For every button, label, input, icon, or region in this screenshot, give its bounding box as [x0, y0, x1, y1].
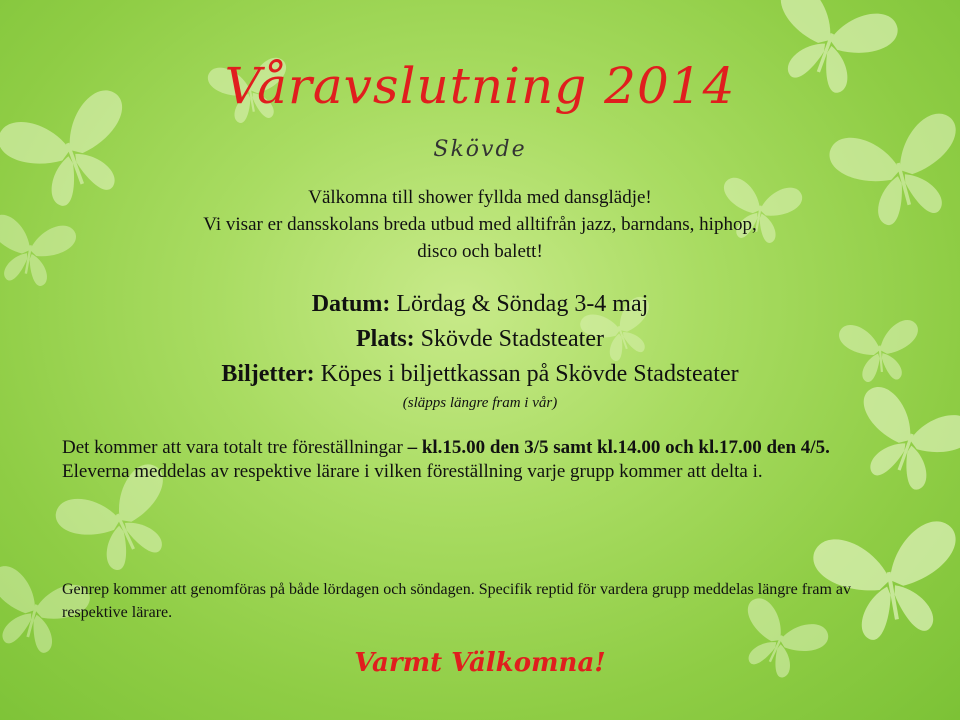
tickets-row	[60, 357, 900, 392]
intro-line: Välkomna till shower fyllda med dansglädje!	[308, 187, 652, 208]
slide-title: Våravslutning 2014	[224, 57, 736, 115]
intro-line: disco och balett!	[417, 241, 543, 262]
date-value: Lördag & Söndag 3-4 maj	[390, 291, 649, 317]
rehearsal-text: Genrep kommer att genomföras på både lördagen och söndagen. Specifik reptid för vardera grupp meddelas längre fram av respektive lärare.	[62, 581, 852, 621]
event-info	[60, 287, 900, 392]
date-row	[60, 287, 900, 322]
performances-intro: Det kommer att vara totalt tre föreställningar	[62, 437, 408, 458]
place-row	[60, 322, 900, 357]
performances-text	[62, 436, 902, 484]
students-paragraph: Eleverna meddelas av respektive lärare i vilken föreställning varje grupp kommer att delta i.	[62, 461, 763, 482]
intro-text	[60, 184, 900, 265]
closing-text: Varmt Välkomna!	[354, 648, 606, 678]
tickets-value: Köpes i biljettkassan på Skövde Stadsteater	[314, 361, 739, 387]
place-label: Plats:	[356, 326, 415, 352]
intro-line: Vi visar er dansskolans breda utbud med alltifrån jazz, barndans, hiphop,	[203, 214, 757, 235]
place-value: Skövde Stadsteater	[414, 326, 604, 352]
performances-paragraph	[62, 436, 902, 460]
performances-times: – kl.15.00 den 3/5 samt kl.14.00 och kl.17.00 den 4/5.	[407, 437, 830, 458]
tickets-note: (släpps längre fram i vår)	[402, 395, 558, 411]
tickets-label: Biljetter:	[221, 361, 315, 387]
slide-subtitle: Skövde	[433, 137, 527, 162]
date-label: Datum:	[311, 291, 391, 317]
